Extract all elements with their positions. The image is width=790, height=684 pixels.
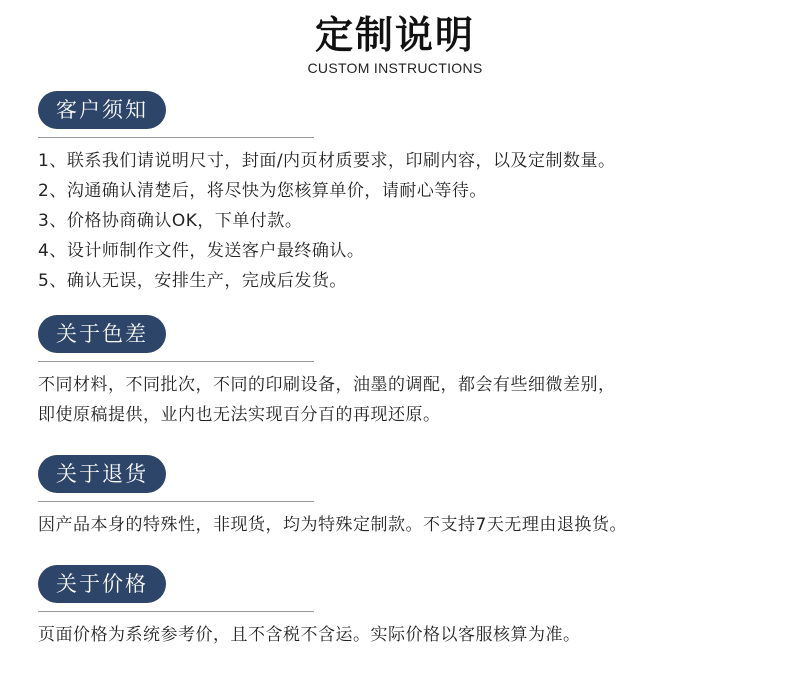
section-body: [38, 510, 758, 540]
section-color-difference: [38, 315, 758, 430]
list-item: 4、设计师制作文件，发送客户最终确认。: [38, 241, 365, 261]
section-heading-color-difference: 关于色差: [38, 315, 166, 353]
section-heading-price: 关于价格: [38, 565, 166, 603]
list-item: 2、沟通确认清楚后，将尽快为您核算单价，请耐心等待。: [38, 181, 487, 201]
list-item: 3、价格协商确认OK，下单付款。: [38, 211, 303, 231]
section-body: [38, 370, 758, 430]
section-customer-notice: [38, 91, 758, 296]
section-body: [38, 620, 758, 650]
list-item: 1、联系我们请说明尺寸，封面/内页材质要求，印刷内容，以及定制数量。: [38, 151, 616, 171]
section-price: [38, 565, 758, 650]
page-title: 定制说明: [314, 12, 475, 57]
section-divider: [38, 501, 314, 502]
section-divider: [38, 361, 314, 362]
list-item: 5、确认无误，安排生产，完成后发货。: [38, 271, 347, 291]
section-body: [38, 146, 758, 296]
paragraph-line: 不同材料，不同批次，不同的印刷设备，油墨的调配，都会有些细微差别，: [38, 375, 616, 395]
paragraph-line: 页面价格为系统参考价，且不含税不含运。实际价格以客服核算为准。: [38, 625, 581, 645]
page-subtitle: CUSTOM INSTRUCTIONS: [307, 60, 483, 76]
section-divider: [38, 611, 314, 612]
section-divider: [38, 137, 314, 138]
paragraph-line: 因产品本身的特殊性，非现货，均为特殊定制款。不支持7天无理由退换货。: [38, 515, 627, 535]
section-heading-customer-notice: 客户须知: [38, 91, 166, 129]
section-heading-returns: 关于退货: [38, 455, 166, 493]
paragraph-line: 即使原稿提供，业内也无法实现百分百的再现还原。: [38, 405, 441, 425]
section-returns: [38, 455, 758, 540]
